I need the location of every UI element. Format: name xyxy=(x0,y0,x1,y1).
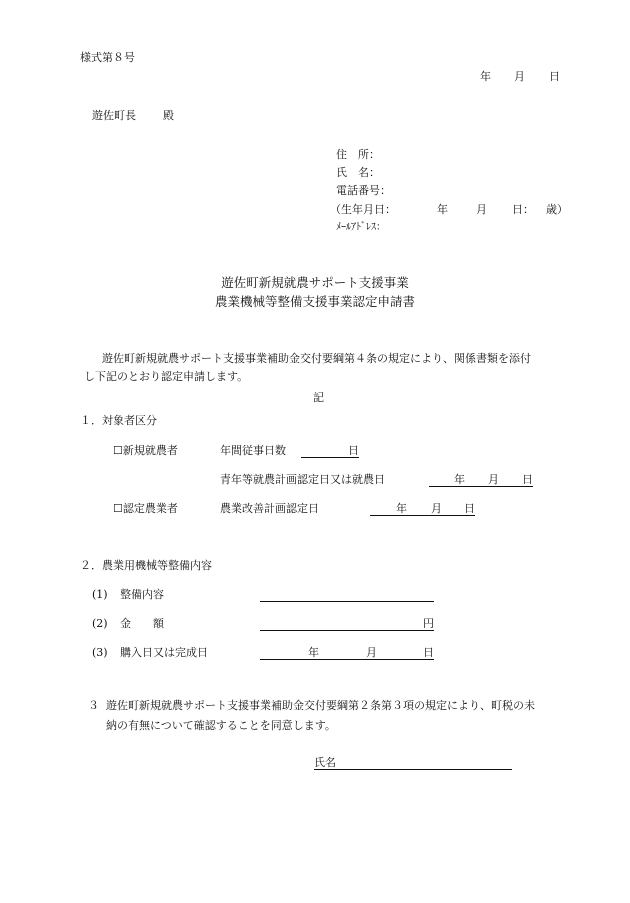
date-day-label: 日 xyxy=(549,70,560,83)
ki-mark: 記 xyxy=(313,391,324,404)
purchase-year: 年 xyxy=(308,646,319,659)
email-label: ﾒｰﾙｱﾄﾞﾚｽ： xyxy=(336,222,386,233)
plan-month: 月 xyxy=(431,502,442,515)
birth-year: 年 xyxy=(437,203,448,216)
new-farmer-checkbox[interactable]: ☐新規就農者 xyxy=(113,444,178,457)
section3-line-2: 納の有無について確認することを同意します。 xyxy=(106,719,336,732)
maintenance-content-field[interactable] xyxy=(260,589,434,602)
birth-age: 歳） xyxy=(546,203,568,216)
intro-line-1: 遊佐町新規就農サポート支援事業補助金交付要綱第４条の規定により、関係書類を添付 xyxy=(102,352,531,365)
address-label: 住 所： xyxy=(336,148,380,161)
purchase-month: 月 xyxy=(366,646,377,659)
intro-paragraph xyxy=(84,350,562,386)
title-line-2: 農業機械等整備支援事業認定申請書 xyxy=(214,294,415,309)
section3-line-1: 遊佐町新規就農サポート支援事業補助金交付要綱第２条第３項の規定により、町税の未 xyxy=(106,699,535,712)
amount-unit: 円 xyxy=(423,617,434,630)
birth-day: 日： xyxy=(512,203,534,216)
section3-number: ３ xyxy=(88,699,99,712)
signature-label: 氏名 xyxy=(314,756,336,769)
purchase-day: 日 xyxy=(423,646,434,659)
phone-label: 電話番号： xyxy=(336,184,391,197)
certified-farmer-checkbox[interactable]: ☐認定農業者 xyxy=(113,502,178,515)
date-year-label: 年 xyxy=(480,70,491,83)
birth-month: 月 xyxy=(476,203,487,216)
addressee-honorific: 殿 xyxy=(163,109,174,122)
item1-number: (1) xyxy=(92,588,108,601)
date-month-label: 月 xyxy=(514,70,525,83)
plan-date-field[interactable] xyxy=(370,503,475,516)
amount-field[interactable] xyxy=(260,618,434,631)
purchase-date-field[interactable] xyxy=(260,647,434,660)
plan-day: 日 xyxy=(464,502,475,515)
signature-field[interactable] xyxy=(314,757,512,770)
work-days-unit: 日 xyxy=(348,444,359,457)
plan-year: 年 xyxy=(396,502,407,515)
title-line-1: 遊佐町新規就農サポート支援事業 xyxy=(221,275,409,290)
form-number: 様式第８号 xyxy=(80,51,135,64)
cert-date-field[interactable] xyxy=(429,474,533,487)
birth-label: （生年月日： xyxy=(330,203,396,216)
item2-number: (2) xyxy=(92,617,108,630)
item3-label: 購入日又は完成日 xyxy=(120,646,208,659)
item3-number: (3) xyxy=(92,646,108,659)
work-days-label: 年間従事日数 xyxy=(220,444,286,457)
item2-label: 金 額 xyxy=(120,617,164,630)
plan-date-label: 農業改善計画認定日 xyxy=(220,502,319,515)
section2-heading: ２．農業用機械等整備内容 xyxy=(80,559,212,572)
section1-heading: １．対象者区分 xyxy=(80,414,157,427)
addressee-name: 遊佐町長 xyxy=(92,109,136,122)
name-label: 氏 名： xyxy=(336,166,380,179)
cert-date-label: 青年等就農計画認定日又は就農日 xyxy=(220,473,385,486)
intro-line-2: し下記のとおり認定申請します。 xyxy=(84,370,249,383)
cert-month: 月 xyxy=(488,473,499,486)
cert-day: 日 xyxy=(522,473,533,486)
item1-label: 整備内容 xyxy=(120,588,164,601)
cert-year: 年 xyxy=(454,473,465,486)
